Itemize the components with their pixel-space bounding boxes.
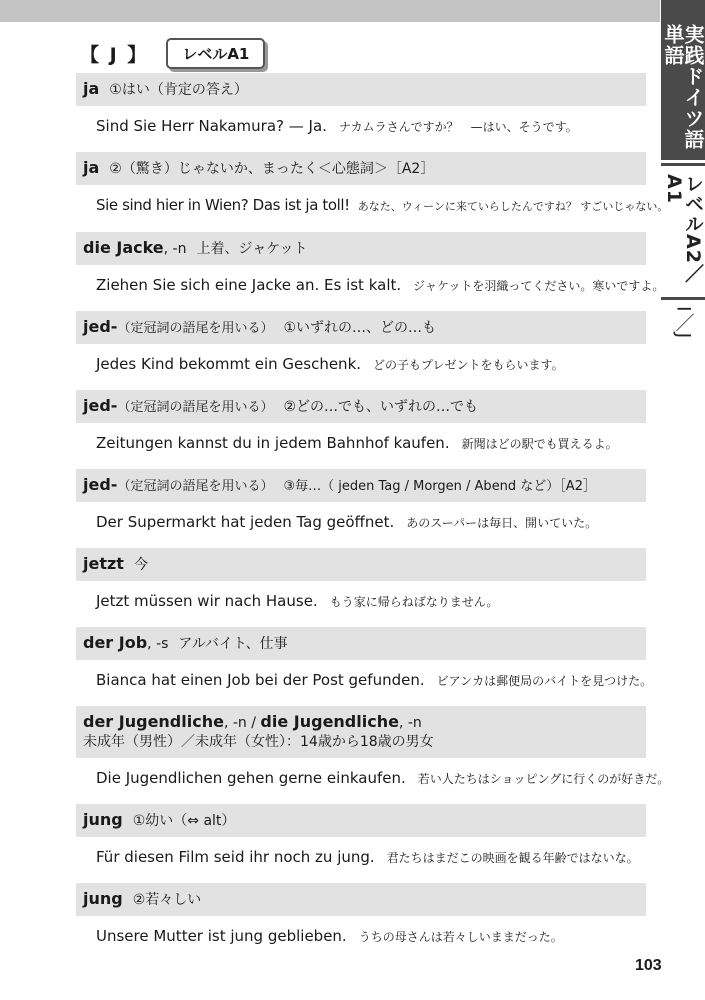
side-tab-level: [661, 163, 705, 300]
vocab-entry: [76, 311, 646, 385]
example-japanese-answer: —はい、そうです。: [470, 120, 578, 134]
entry-heading: [76, 804, 646, 837]
example-sentence: [76, 758, 670, 799]
example-german: Jetzt müssen wir nach Hause.: [96, 592, 318, 610]
headword: der Jugendliche: [83, 712, 224, 731]
entry-heading: [76, 232, 646, 265]
example-japanese: もう家に帰らねばなりません。: [329, 595, 499, 609]
vocab-entry: [76, 73, 646, 147]
side-tab-title-text: 実践ドイツ語単語: [661, 24, 705, 150]
section-letter: 【 J 】: [80, 44, 149, 66]
meaning: 今: [133, 557, 148, 573]
meaning: ②若々しい: [132, 892, 202, 908]
vocab-entry: [76, 469, 646, 543]
top-bar: [0, 0, 660, 22]
meaning: 上着、ジャケット: [196, 241, 308, 257]
meaning: ①幼い（⇔ alt）: [132, 813, 236, 829]
vocab-entry: [76, 232, 665, 306]
entry-heading: [76, 883, 646, 916]
headword: jed-: [83, 317, 118, 336]
vocab-entry: [76, 804, 646, 878]
section-header: [80, 38, 265, 69]
meaning: 未成年（男性）／未成年（女性）：14歳から18歳の男女: [83, 734, 434, 750]
meaning: ②（驚き）じゃないか、まったく＜心態詞＞［A2］: [109, 161, 435, 177]
vocab-entry: [76, 627, 653, 701]
entry-heading: [76, 390, 646, 423]
example-sentence: [76, 344, 646, 385]
example-german: Ziehen Sie sich eine Jacke an. Es ist kalt.: [96, 276, 402, 294]
example-sentence: [76, 581, 646, 622]
example-german: Der Supermarkt hat jeden Tag geöffnet.: [96, 513, 395, 531]
example-japanese: うちの母さんは若々しいままだった。: [358, 930, 563, 944]
entry-heading: [76, 152, 646, 185]
example-japanese: どの子もプレゼントをもらいます。: [373, 358, 564, 372]
grammar-note: （定冠詞の語尾を用いる）: [117, 479, 274, 494]
entry-heading: [76, 548, 646, 581]
headword: ja: [83, 79, 100, 98]
headword: jung: [83, 810, 123, 829]
example-sentence: [76, 106, 646, 147]
example-sentence: [76, 916, 646, 957]
headword-suffix: , -s: [147, 636, 169, 652]
entry-heading: [76, 73, 646, 106]
vocab-entry: [76, 883, 646, 957]
entry-heading: [76, 469, 646, 502]
meaning: アルバイト、仕事: [178, 636, 288, 652]
headword: ja: [83, 158, 100, 177]
example-german: Die Jugendlichen gehen gerne einkaufen.: [96, 769, 406, 787]
example-japanese: ジャケットを羽織ってください。寒いですよ。: [413, 279, 665, 293]
vocabulary-list: [76, 73, 670, 962]
example-sentence: [76, 423, 646, 464]
example-japanese: 若い人たちはショッピングに行くのが好きだ。: [417, 772, 670, 786]
level-badge: レベルA1: [166, 38, 265, 69]
example-japanese: 新聞はどの駅でも買えるよ。: [461, 437, 618, 451]
example-german: Sind Sie Herr Nakamura? — Ja.: [96, 117, 327, 135]
headword: jetzt: [83, 554, 124, 573]
side-tab-level-text: レベルA2／A1: [663, 174, 704, 284]
example-german: Unsere Mutter ist jung geblieben.: [96, 927, 347, 945]
meaning: ①はい（肯定の答え）: [109, 82, 248, 98]
grammar-note: （定冠詞の語尾を用いる）: [117, 321, 274, 336]
headword: jung: [83, 889, 123, 908]
meaning: ①いずれの…、どの…も: [283, 320, 437, 336]
example-japanese: ナカムラさんですか？: [338, 120, 459, 134]
vocab-entry: [76, 548, 646, 622]
entry-heading: [76, 706, 646, 758]
meaning: ②どの…でも、いずれの…でも: [283, 399, 479, 415]
example-sentence: [76, 660, 653, 701]
entry-heading: [76, 311, 646, 344]
headword: der Job: [83, 633, 148, 652]
headword-feminine: die Jugendliche: [260, 712, 399, 731]
vocab-entry: [76, 152, 669, 227]
headword: jed-: [83, 475, 118, 494]
example-german: Bianca hat einen Job bei der Post gefunden.: [96, 671, 425, 689]
example-sentence: [76, 837, 646, 878]
vocab-entry: [76, 390, 646, 464]
headword-suffix: , -n /: [223, 715, 261, 731]
example-german: Zeitungen kannst du in jedem Bahnhof kaufen.: [96, 434, 450, 452]
side-tab-range: [661, 306, 705, 366]
headword-suffix: , -n: [163, 241, 187, 257]
side-tab-title: [661, 0, 705, 160]
example-japanese: あのスーパーは毎日、開いていた。: [406, 516, 598, 530]
vocab-entry: [76, 706, 670, 799]
example-sentence: [76, 185, 669, 227]
example-sentence: [76, 502, 646, 543]
example-german: Jedes Kind bekommt ein Geschenk.: [96, 355, 362, 373]
example-german: Für diesen Film seid ihr noch zu jung.: [96, 848, 375, 866]
side-tab-range-text: I／J: [672, 306, 695, 340]
entry-heading: [76, 627, 646, 660]
grammar-note: （定冠詞の語尾を用いる）: [117, 400, 274, 415]
example-japanese: 君たちはまだこの映画を観る年齢ではないな。: [386, 851, 639, 865]
meaning: ③毎…（ jeden Tag / Morgen / Abend など）［A2］: [283, 479, 596, 494]
headword: jed-: [83, 396, 118, 415]
example-japanese: あなた、ウィーンに来ていらしたんですね？ すごいじゃない。: [357, 200, 669, 213]
example-japanese: ビアンカは郵便局のバイトを見つけた。: [436, 674, 653, 688]
headword: die Jacke: [83, 238, 164, 257]
headword-feminine-suffix: , -n: [398, 715, 422, 731]
page-number: 103: [635, 957, 662, 974]
example-sentence: [76, 265, 665, 306]
example-german: Sie sind hier in Wien? Das ist ja toll!: [96, 196, 350, 214]
